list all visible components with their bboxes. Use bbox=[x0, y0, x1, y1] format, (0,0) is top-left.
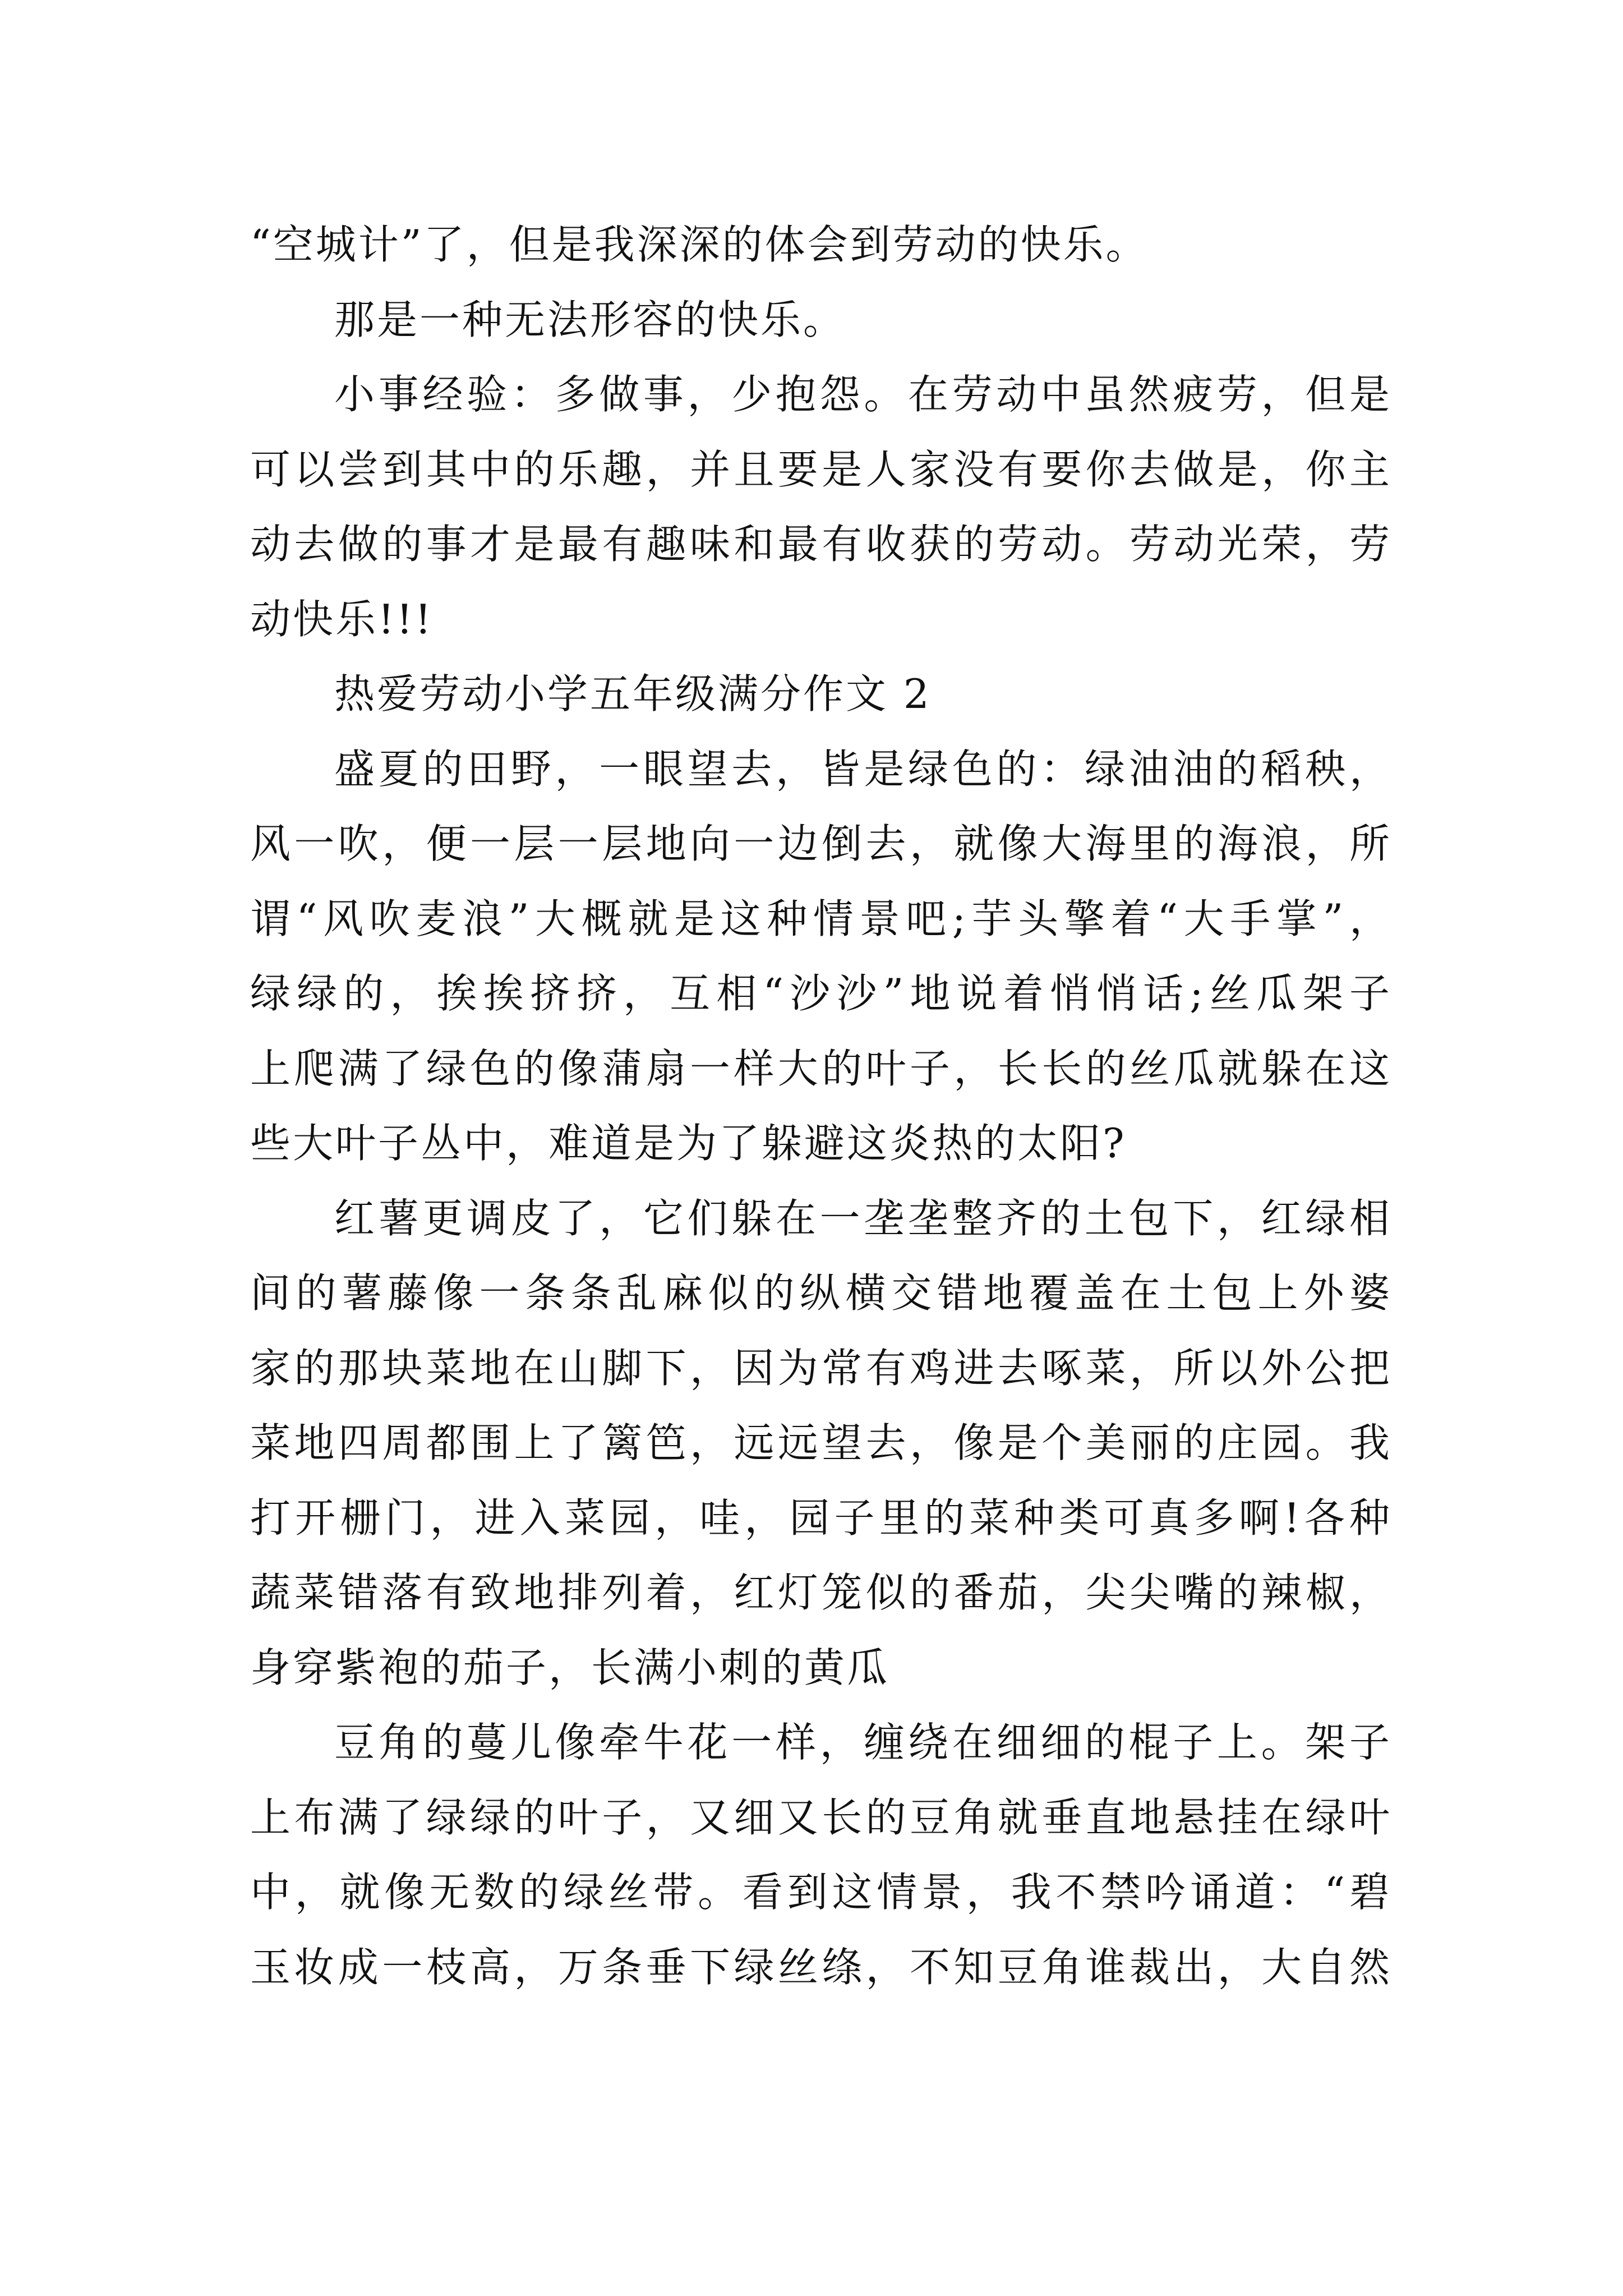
text-line: 打开栅门，进入菜园，哇，园子里的菜种类可真多啊!各种 bbox=[250, 1494, 1392, 1542]
text-line: 蔬菜错落有致地排列着，红灯笼似的番茄，尖尖嘴的辣椒， bbox=[250, 1569, 1392, 1616]
text-line: 家的那块菜地在山脚下，因为常有鸡进去啄菜，所以外公把 bbox=[250, 1344, 1392, 1392]
text-line: 菜地四周都围上了篱笆，远远望去，像是个美丽的庄园。我 bbox=[250, 1419, 1392, 1466]
text-line: 动去做的事才是最有趣味和最有收获的劳动。劳动光荣，劳 bbox=[250, 521, 1392, 568]
text-line: 动快乐!!! bbox=[250, 595, 434, 643]
text-line: 中，就像无数的绿丝带。看到这情景，我不禁吟诵道：“碧 bbox=[250, 1869, 1392, 1916]
text-line: 盛夏的田野，一眼望去，皆是绿色的：绿油油的稻秧， bbox=[334, 745, 1392, 793]
text-line: 上布满了绿绿的叶子，又细又长的豆角就垂直地悬挂在绿叶 bbox=[250, 1793, 1392, 1841]
document-body bbox=[250, 208, 1392, 2005]
text-line: “空城计”了，但是我深深的体会到劳动的快乐。 bbox=[250, 221, 1149, 268]
text-line: 些大叶子丛中，难道是为了躲避这炎热的太阳? bbox=[250, 1120, 1127, 1167]
text-line: 红薯更调皮了，它们躲在一垄垄整齐的土包下，红绿相 bbox=[334, 1194, 1392, 1242]
text-line: 风一吹，便一层一层地向一边倒去，就像大海里的海浪，所 bbox=[250, 820, 1392, 867]
text-line: 那是一种无法形容的快乐。 bbox=[334, 296, 846, 343]
text-line: 谓“风吹麦浪”大概就是这种情景吧;芋头擎着“大手掌”， bbox=[250, 895, 1392, 942]
text-line: 小事经验：多做事，少抱怨。在劳动中虽然疲劳，但是 bbox=[334, 371, 1392, 418]
text-line: 上爬满了绿色的像蒲扇一样大的叶子，长长的丝瓜就躲在这 bbox=[250, 1045, 1392, 1092]
text-line: 身穿紫袍的茄子，长满小刺的黄瓜 bbox=[250, 1644, 890, 1691]
text-line: 可以尝到其中的乐趣，并且要是人家没有要你去做是，你主 bbox=[250, 445, 1392, 493]
text-line: 玉妆成一枝高，万条垂下绿丝绦，不知豆角谁裁出，大自然 bbox=[250, 1943, 1392, 1991]
text-line: 绿绿的，挨挨挤挤，互相“沙沙”地说着悄悄话;丝瓜架子 bbox=[250, 970, 1392, 1017]
section-heading: 热爱劳动小学五年级满分作文 2 bbox=[334, 670, 932, 717]
text-line: 间的薯藤像一条条乱麻似的纵横交错地覆盖在土包上外婆 bbox=[250, 1269, 1392, 1317]
text-line: 豆角的蔓儿像牵牛花一样，缠绕在细细的棍子上。架子 bbox=[334, 1719, 1392, 1766]
